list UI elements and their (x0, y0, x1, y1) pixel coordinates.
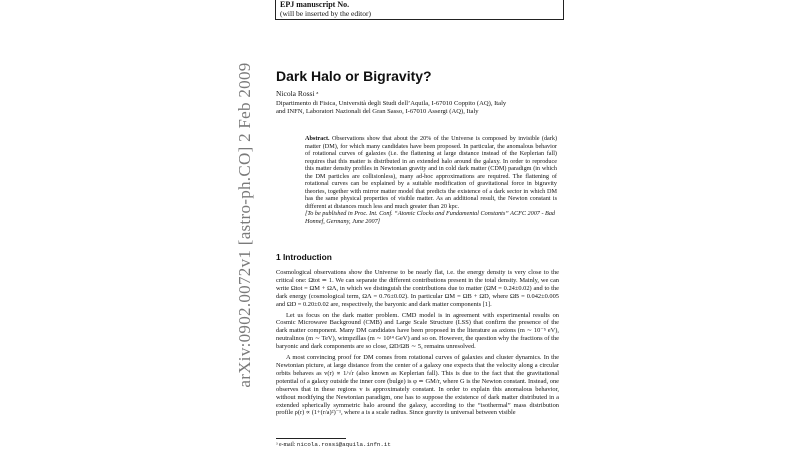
paper-title: Dark Halo or Bigravity? (276, 68, 432, 84)
abstract-label: Abstract. (305, 135, 330, 142)
affiliation-line-1: Dipartimento di Fisica, Università degli Studi dell’Aquila, I-67010 Coppito (AQ), Italy (276, 100, 507, 107)
author-email-link[interactable]: nicola.rossi@aquila.infn.it (296, 441, 391, 448)
section-heading: 1 Introduction (276, 252, 332, 262)
footnote-rule (276, 438, 346, 439)
manuscript-note: (will be inserted by the editor) (280, 9, 372, 18)
publication-note: [To be published in Proc. Int. Conf. “Atomic Clocks and Fundamental Constants” ACFC 2007 - Bad Honnef, Germany, June 2007] (305, 210, 556, 226)
arxiv-identifier: arXiv:0902.0072v1 [astro-ph.CO] 2 Feb 2009 (235, 62, 254, 388)
footnote (276, 441, 391, 448)
paragraph-1: Cosmological observations show the Universe to be nearly flat, i.e. the energy density is very close to the critical one: Ωtot ≃ 1. We can separate the different contributions present in the total density. Mainly, we can write Ωtot = ΩM + ΩΛ, in which we distinguish the contributions due to matter (ΩM = 0.24±0.02) and to the dark energy (cosmological term, ΩΛ = 0.76±0.02). In particular ΩM = ΩB + ΩD, where ΩB = 0.042±0.005 and ΩD = 0.20±0.02 are, respectively, the baryonic and dark matter components [1]. (276, 269, 559, 308)
affiliation-line-2: and INFN, Laboratori Nazionali del Gran Sasso, I-67010 Assergi (AQ), Italy (276, 108, 479, 116)
body-text (276, 269, 559, 420)
author-name: Nicola Rossi ᵃ (276, 89, 319, 98)
paragraph-2: Let us focus on the dark matter problem. CMD model is in agreement with experimental results on Cosmic Microwave Background (CMB) and Large Scale Structure (LSS) that confirm the presence of the dark matter component. Many DM candidates have been proposed in the literature as axions (m ∼ 10⁻⁵ eV), neutralinos (m ∼ TeV), wimpzillas (m ∼ 10¹⁴ GeV) and so on. However, the question why the fractions of the baryonic and dark components are so close, ΩD/ΩB ∼ 5, remains unresolved. (276, 311, 559, 351)
manuscript-box (275, 0, 564, 20)
arxiv-margin-stamp (225, 62, 265, 388)
manuscript-label: EPJ manuscript No. (280, 0, 350, 9)
footnote-label: e-mail: (279, 442, 296, 448)
affiliation (276, 100, 576, 117)
paragraph-3: A most convincing proof for DM comes from rotational curves of galaxies and cluster dynamics. In the Newtonian picture, at large distance from the center of a galaxy one expects that the velocity along a circular orbits behaves as v(r) ∝ 1/√r (also known as Keplerian fall). This is due to the fact that the gravitational potential of a galaxy outside the inner core (bulge) is φ ≃ GM/r, where G is the Newton constant. Instead, one observes that in these regions v is approximately constant. In order to explain this anomalous behavior, without modifying the Newtonian paradigm, one has to suppose the existence of dark matter distributed in a extended spherically symmetric halo around the galaxy, according to the “isothermal” mass distribution profile ρ(r) ∝ (1+(r/a)²)⁻¹, where a is a scale radius. Since gravity is universal between visible (276, 354, 559, 417)
footnote-marker: ᵃ (276, 442, 278, 448)
abstract-text: Observations show that about the 20% of the Universe is composed by invisible (dark) matter (DM), for which many candidates have been proposed. In particular, the anomalous behavior of rotational curves of galaxies (i.e. the flattening at large distance instead of the Keplerian fall) requires that this matter is distributed in an extended halo around the galaxy. In order to reproduce this matter density profiles in Newtonian gravity and in cold dark matter (CDM) paradigm (in which the DM particles are collisionless), many ad-hoc approximations are required. The flattening of rotational curves can be explained by a suitable modification of gravitational force in bigravity theories, together with mirror matter model that predicts the existence of a dark sector in which DM has the same physical properties of visible matter. As an additional result, the Newton constant is different at distances much less and much greater than 20 kpc. (305, 135, 557, 210)
abstract (305, 135, 557, 226)
